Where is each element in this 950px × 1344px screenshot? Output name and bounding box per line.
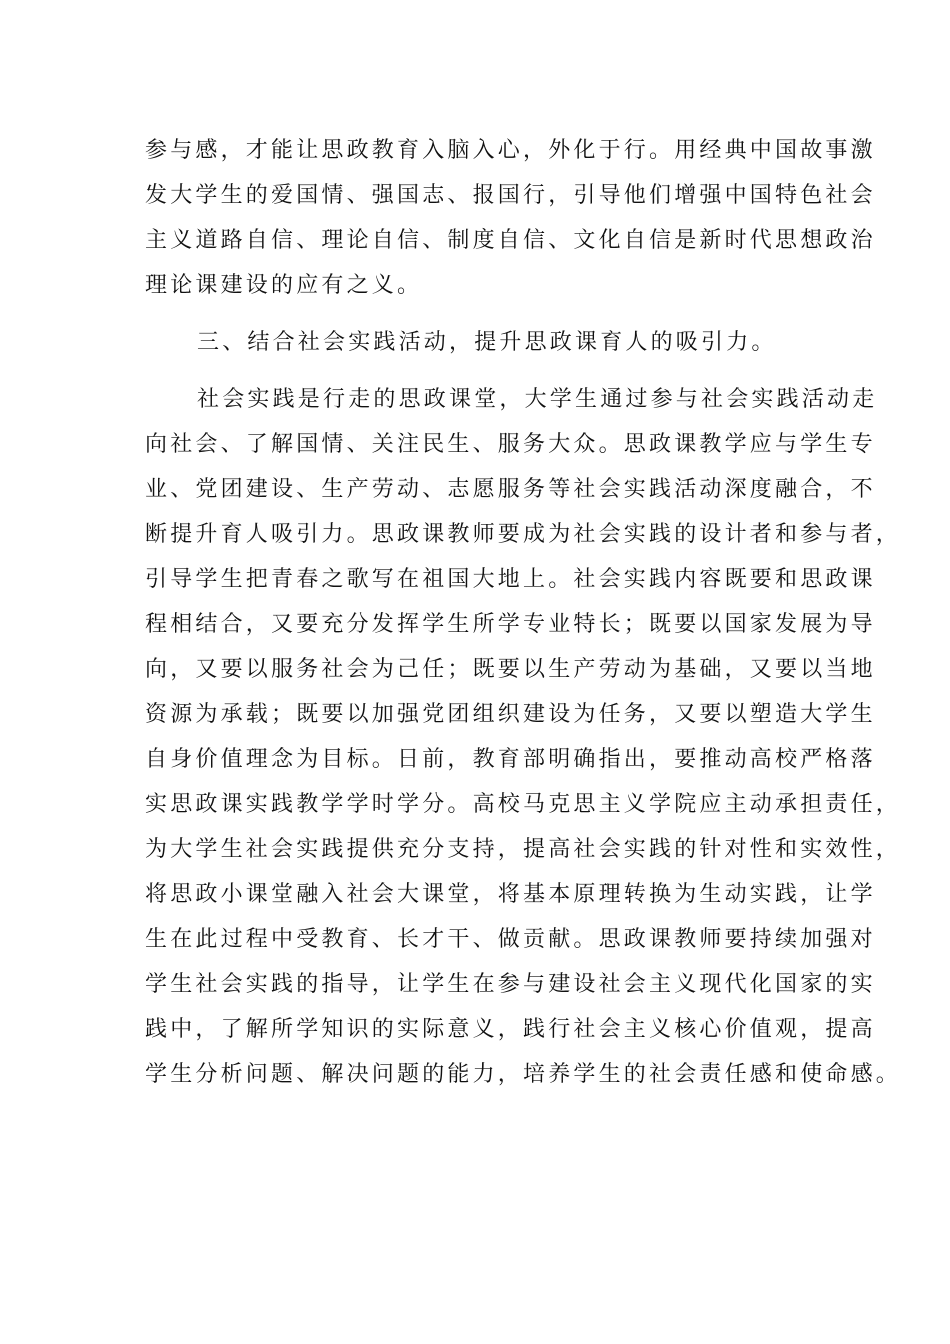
section-heading-text: 三、结合社会实践活动，提升思政课育人的吸引力。 xyxy=(197,330,777,355)
paragraph-line: 向社会、了解国情、关注民生、服务大众。思政课教学应与学生专 xyxy=(145,432,876,457)
paragraph xyxy=(145,128,876,308)
paragraph-line: 将思政小课堂融入社会大课堂，将基本原理转换为生动实践，让学 xyxy=(145,882,876,907)
paragraph-line: 理论课建设的应有之义。 xyxy=(145,273,423,298)
paragraph-line: 学生分析问题、解决问题的能力，培养学生的社会责任感和使命感。 xyxy=(145,1062,902,1087)
paragraph-line: 自身价值理念为目标。日前，教育部明确指出，要推动高校严格落 xyxy=(145,747,876,772)
paragraph xyxy=(145,377,902,1097)
document-body xyxy=(145,128,902,1097)
section-heading xyxy=(145,320,810,365)
paragraph-line: 生在此过程中受教育、长才干、做贡献。思政课教师要持续加强对 xyxy=(145,927,876,952)
paragraph-line: 实思政课实践教学学时学分。高校马克思主义学院应主动承担责任， xyxy=(145,792,902,817)
paragraph-line: 引导学生把青春之歌写在祖国大地上。社会实践内容既要和思政课 xyxy=(145,567,876,592)
paragraph-line: 学生社会实践的指导，让学生在参与建设社会主义现代化国家的实 xyxy=(145,972,876,997)
paragraph-line: 主义道路自信、理论自信、制度自信、文化自信是新时代思想政治 xyxy=(145,228,876,253)
paragraph-line: 社会实践是行走的思政课堂，大学生通过参与社会实践活动走 xyxy=(197,387,878,412)
paragraph-line: 发大学生的爱国情、强国志、报国行，引导他们增强中国特色社会 xyxy=(145,183,876,208)
paragraph-line: 断提升育人吸引力。思政课教师要成为社会实践的设计者和参与者， xyxy=(145,522,902,547)
paragraph-line: 践中，了解所学知识的实际意义，践行社会主义核心价值观，提高 xyxy=(145,1017,876,1042)
paragraph-line: 向，又要以服务社会为己任；既要以生产劳动为基础，又要以当地 xyxy=(145,657,876,682)
paragraph-line: 参与感，才能让思政教育入脑入心，外化于行。用经典中国故事激 xyxy=(145,138,876,163)
paragraph-line: 资源为承载；既要以加强党团组织建设为任务，又要以塑造大学生 xyxy=(145,702,876,727)
paragraph-line: 业、党团建设、生产劳动、志愿服务等社会实践活动深度融合，不 xyxy=(145,477,876,502)
paragraph-line: 为大学生社会实践提供充分支持，提高社会实践的针对性和实效性， xyxy=(145,837,902,862)
paragraph-line: 程相结合，又要充分发挥学生所学专业特长；既要以国家发展为导 xyxy=(145,612,876,637)
